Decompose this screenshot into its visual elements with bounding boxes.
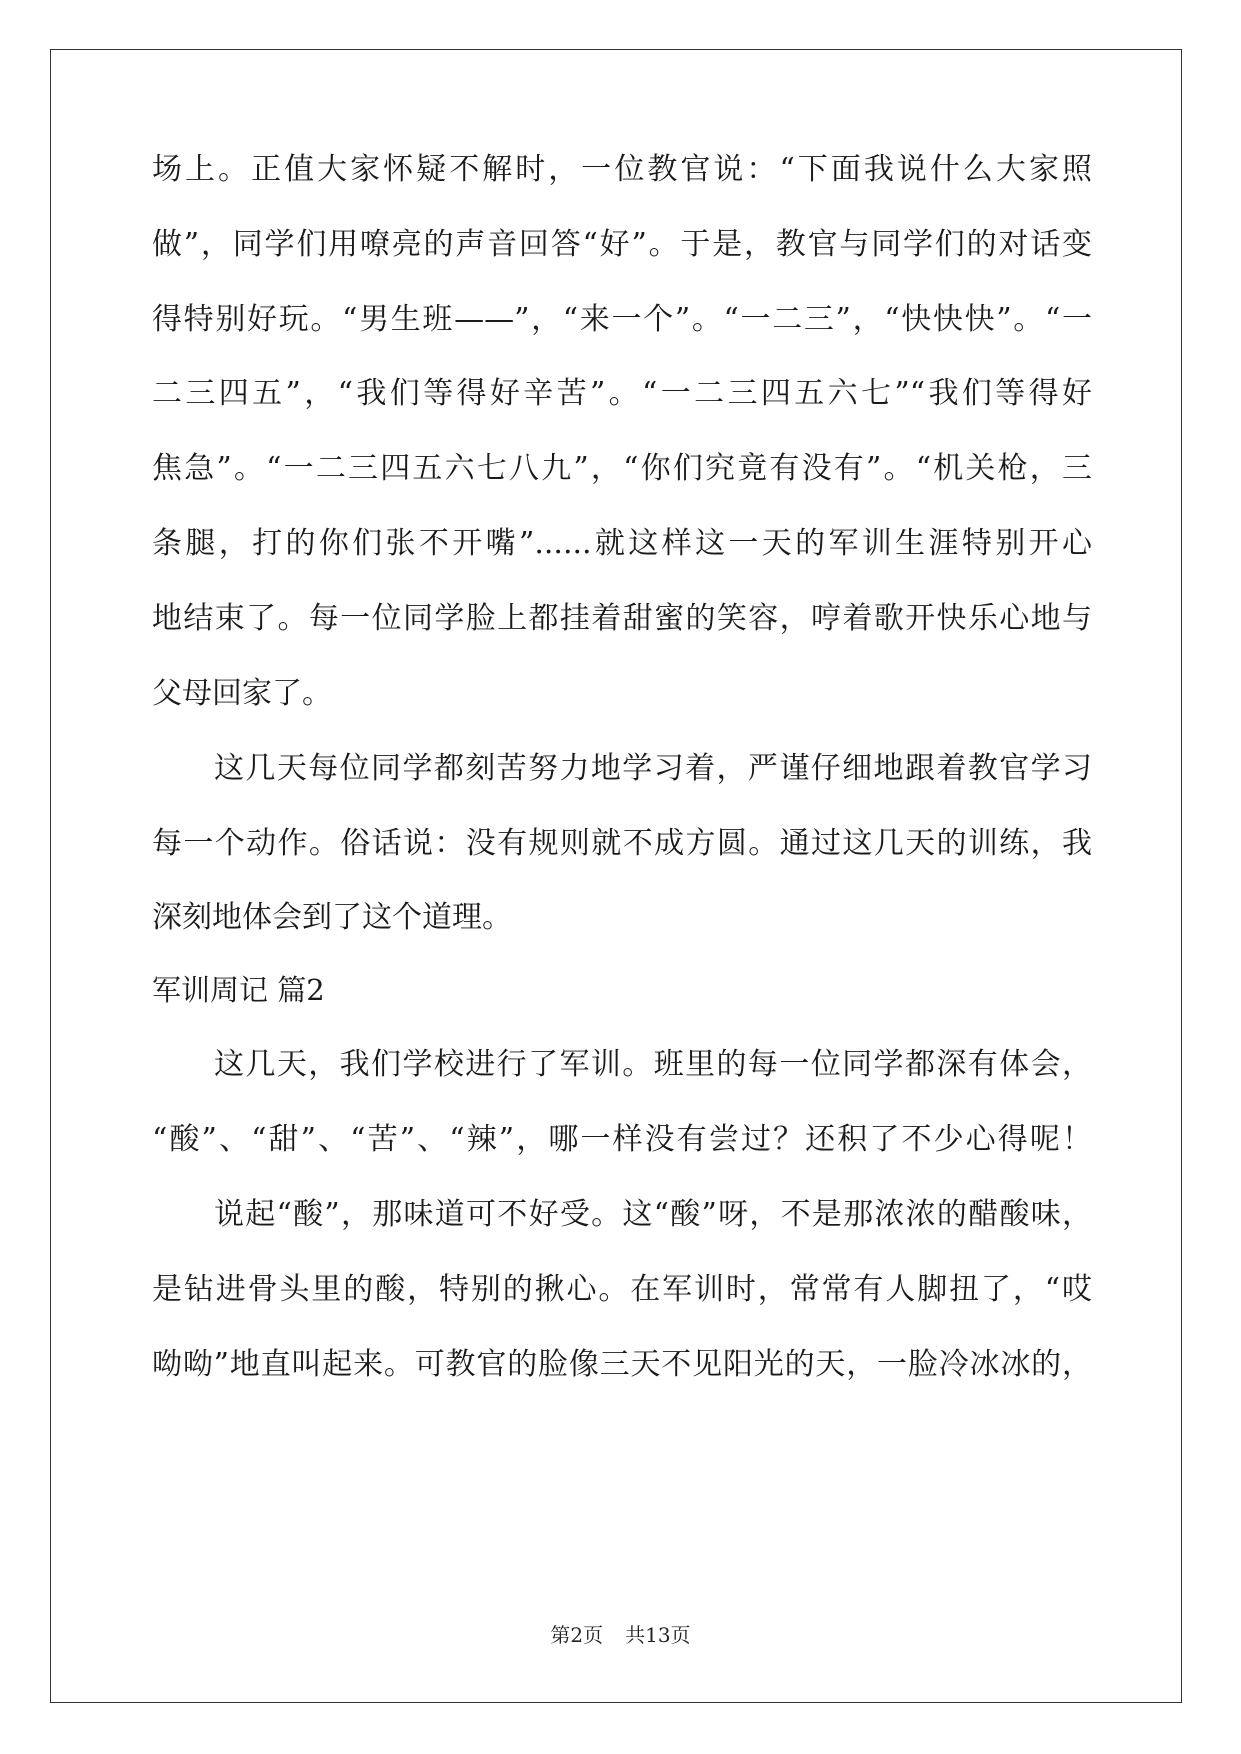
body-text-line: 得特别好玩。“男生班——”，“来一个”。“一二三”，“快快快”。“一 (152, 302, 1092, 337)
paragraph-first-line: 说起“酸”，那味道可不好受。这“酸”呀，不是那浓浓的醋酸味， (214, 1197, 1092, 1232)
body-text-line: 焦急”。“一二三四五六七八九”，“你们究竟有没有”。“机关枪，三 (152, 451, 1092, 486)
body-text-line: 二三四五”，“我们等得好辛苦”。“一二三四五六七”“我们等得好 (152, 376, 1092, 411)
body-text-line: 场上。正值大家怀疑不解时，一位教官说：“下面我说什么大家照 (152, 152, 1092, 187)
paragraph-first-line: 这几天，我们学校进行了军训。班里的每一位同学都深有体会， (214, 1047, 1092, 1082)
body-text-line: 深刻地体会到了这个道理。 (152, 900, 512, 935)
page-footer (0, 1620, 1241, 1650)
body-text-line: 每一个动作。俗话说：没有规则就不成方圆。通过这几天的训练，我 (152, 826, 1092, 861)
body-text-line: 做”，同学们用嘹亮的声音回答“好”。于是，教官与同学们的对话变 (152, 227, 1092, 262)
body-text-line: 条腿，打的你们张不开嘴”......就这样这一天的军训生涯特别开心 (152, 526, 1092, 561)
page-total: 共13页 (625, 1623, 691, 1647)
section-heading: 军训周记 篇2 (152, 973, 325, 1007)
body-text-line: 地结束了。每一位同学脸上都挂着甜蜜的笑容，哼着歌开快乐心地与 (152, 601, 1092, 636)
body-text-line: 是钻进骨头里的酸，特别的揪心。在军训时，常常有人脚扭了，“哎 (152, 1272, 1092, 1307)
body-text-line: 父母回家了。 (152, 676, 332, 711)
paragraph-first-line: 这几天每位同学都刻苦努力地学习着，严谨仔细地跟着教官学习 (214, 751, 1092, 786)
page-number: 第2页 (550, 1623, 604, 1647)
body-text-line: 呦呦”地直叫起来。可教官的脸像三天不见阳光的天，一脸冷冰冰的， (152, 1347, 1092, 1382)
body-text-line: “酸”、“甜”、“苦”、“辣”，哪一样没有尝过？还积了不少心得呢！ (152, 1122, 1092, 1157)
